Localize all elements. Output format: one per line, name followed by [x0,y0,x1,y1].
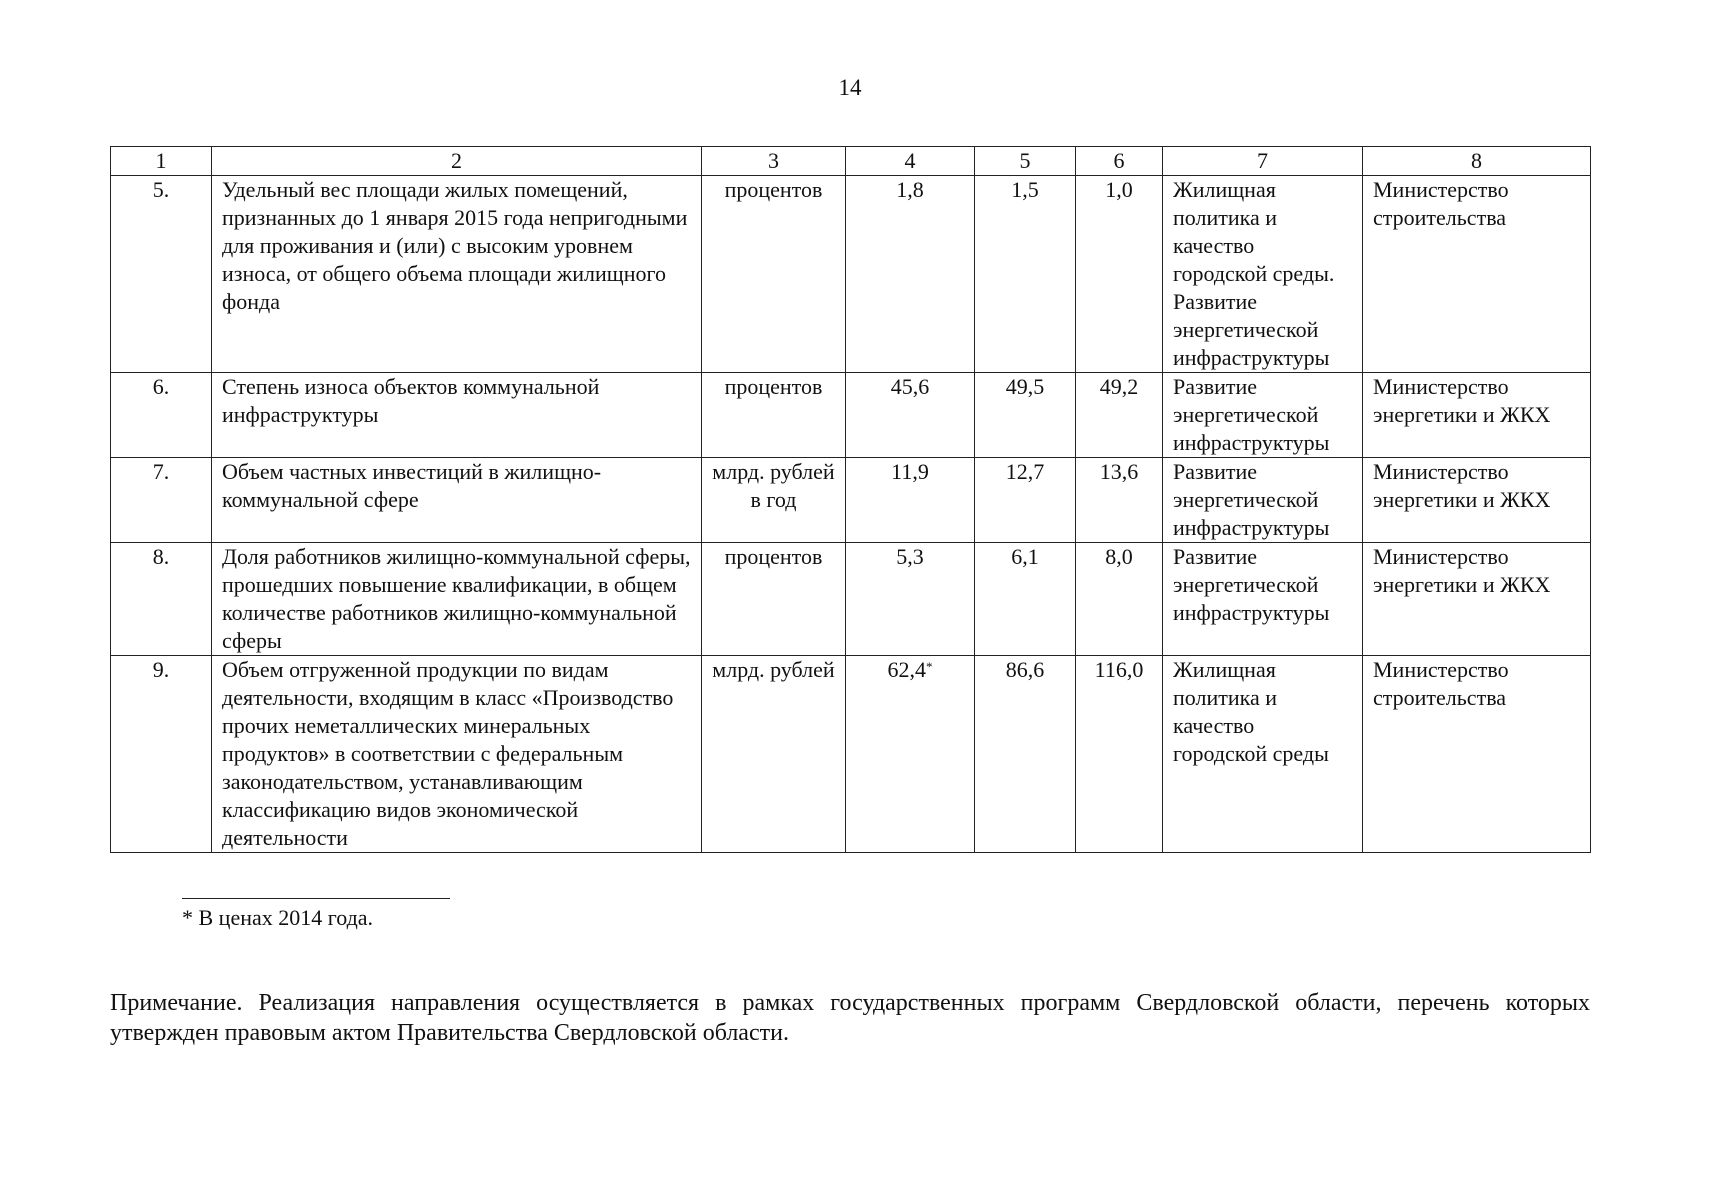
responsible-cell: Министерство энергетики и ЖКХ [1363,543,1591,656]
footnote: * В ценах 2014 года. [182,905,374,930]
unit-cell: процентов [702,543,846,656]
value-cell-col6: 1,0 [1076,176,1163,373]
responsible-cell: Министерство строительства [1363,176,1591,373]
program-cell: Развитие энергетической инфраструктуры [1163,373,1363,458]
value-cell-col6: 116,0 [1076,656,1163,853]
column-header: 7 [1163,147,1363,176]
table-row [111,176,1591,373]
responsible-cell: Министерство энергетики и ЖКХ [1363,373,1591,458]
unit-cell: млрд. рублей [702,656,846,853]
unit-cell: млрд. рублей в год [702,458,846,543]
value-cell-col5: 86,6 [975,656,1076,853]
footnote-separator [182,898,450,899]
indicator-name: Объем отгруженной продукции по видам деятельности, входящим в класс «Производство прочих неметаллических минеральных продуктов» в соответствии с федеральным законодательством, устанавливающим классификацию видов экономической деятельности [212,656,702,853]
value-cell-col5: 6,1 [975,543,1076,656]
value-cell-col6: 49,2 [1076,373,1163,458]
note-paragraph: Примечание. Реализация направления осуществляется в рамках государственных программ Свердловской области, перечень которых утвержден правовым актом Правительства Свердловской области. [110,990,1590,1046]
column-header: 6 [1076,147,1163,176]
program-cell: Жилищная политика и качество городской среды. Развитие энергетической инфраструктуры [1163,176,1363,373]
value-cell-col6: 8,0 [1076,543,1163,656]
responsible-cell: Министерство строительства [1363,656,1591,853]
value-text: 62,4 [887,657,926,682]
value-cell-col4 [846,543,975,656]
table-row [111,656,1591,853]
indicator-name: Удельный вес площади жилых помещений, признанных до 1 января 2015 года непригодными для проживания и (или) с высоким уровнем износа, от общего объема площади жилищного фонда [212,176,702,373]
value-cell-col4 [846,458,975,543]
column-header: 8 [1363,147,1591,176]
value-text: 11,9 [891,459,929,484]
column-header: 4 [846,147,975,176]
program-cell: Жилищная политика и качество городской среды [1163,656,1363,853]
value-cell-col4 [846,656,975,853]
indicator-name: Доля работников жилищно-коммунальной сферы, прошедших повышение квалификации, в общем количестве работников жилищно-коммунальной сферы [212,543,702,656]
header-row [111,147,1591,176]
value-cell-col5: 1,5 [975,176,1076,373]
unit-cell: процентов [702,373,846,458]
value-cell-col6: 13,6 [1076,458,1163,543]
row-number: 8. [111,543,212,656]
value-cell-col5: 12,7 [975,458,1076,543]
row-number: 6. [111,373,212,458]
page-number: 14 [838,75,862,100]
unit-cell: процентов [702,176,846,373]
table-row [111,373,1591,458]
value-cell-col5: 49,5 [975,373,1076,458]
value-cell-col4 [846,373,975,458]
value-text: 45,6 [890,374,930,399]
program-cell: Развитие энергетической инфраструктуры [1163,458,1363,543]
footnote-mark: * [926,659,933,674]
column-header: 5 [975,147,1076,176]
column-header: 3 [702,147,846,176]
row-number: 5. [111,176,212,373]
responsible-cell: Министерство энергетики и ЖКХ [1363,458,1591,543]
indicators-table [110,146,1591,853]
table-row [111,543,1591,656]
column-header: 2 [212,147,702,176]
row-number: 7. [111,458,212,543]
program-cell: Развитие энергетической инфраструктуры [1163,543,1363,656]
column-header: 1 [111,147,212,176]
indicator-name: Объем частных инвестиций в жилищно-коммунальной сфере [212,458,702,543]
value-text: 5,3 [896,544,924,569]
table-row [111,458,1591,543]
indicator-name: Степень износа объектов коммунальной инфраструктуры [212,373,702,458]
row-number: 9. [111,656,212,853]
value-text: 1,8 [896,177,924,202]
value-cell-col4 [846,176,975,373]
